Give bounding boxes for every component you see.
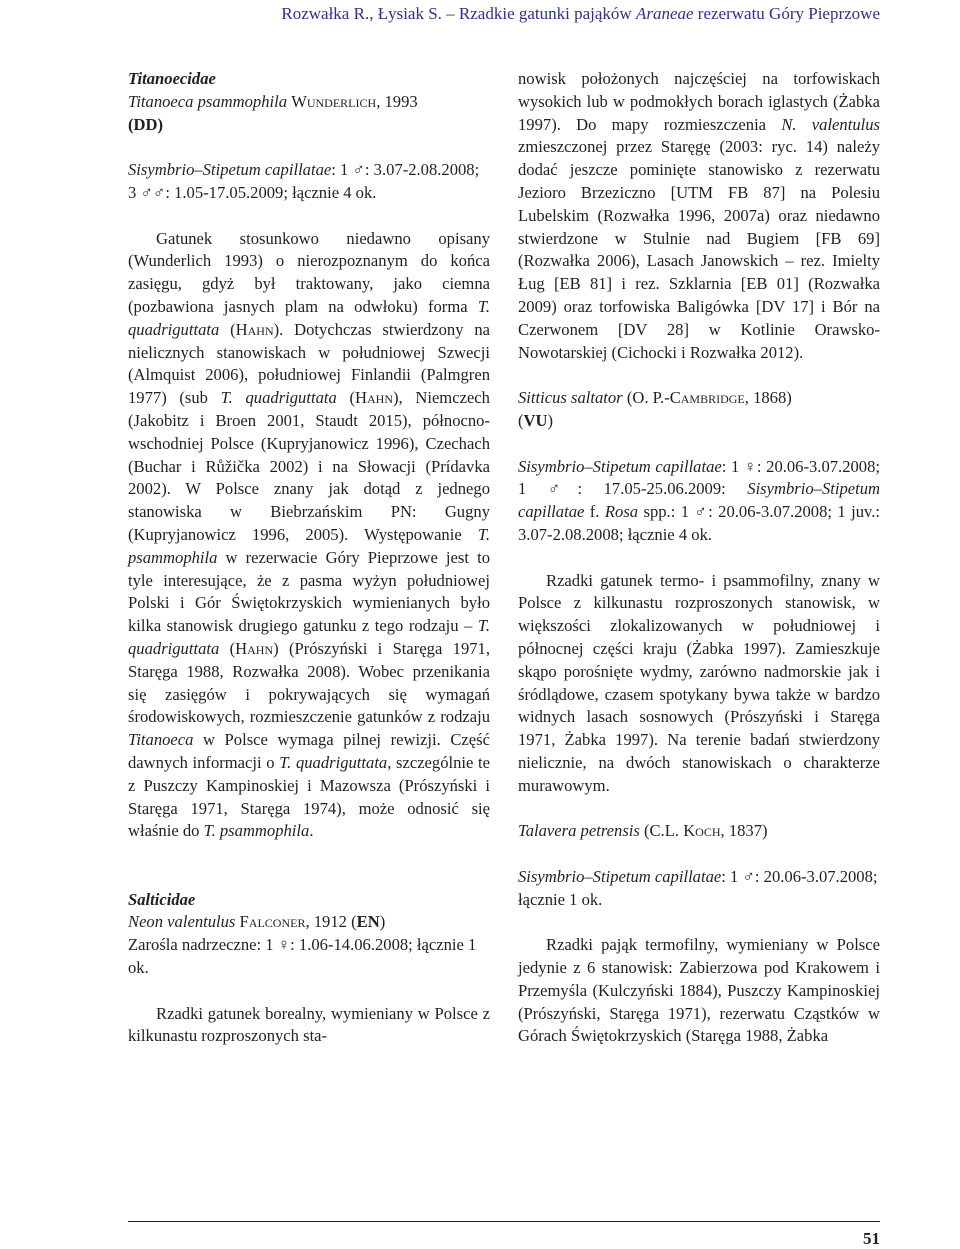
text-run: ( (229, 638, 236, 658)
species-year: , 1993 (376, 91, 418, 111)
record-titanoeca (128, 159, 490, 205)
species-year: , 1837) (720, 821, 768, 841)
spacer (128, 136, 490, 159)
running-header (0, 4, 960, 30)
author-ref: Hahn (355, 388, 393, 408)
record-text: : 1 ♂: 3.07-2.08.2008; 3 ♂♂: 1.05-17.05.2009; łącznie 4 ok. (128, 160, 480, 202)
species-status: VU (523, 410, 548, 430)
species-ref: T. quadriguttata (128, 296, 490, 339)
species-year: , 1868) (744, 388, 792, 408)
text-run: (O. P.- (626, 388, 670, 408)
species-ref: N. valentulus (781, 114, 880, 134)
status-paren: ( (351, 912, 357, 932)
paragraph-neon-continued (518, 68, 880, 364)
habitat-name: Sisymbrio–Stipetum capillatae (518, 456, 722, 476)
species-status: (DD) (128, 114, 164, 134)
header-title-after: rezerwatu Góry Pieprzowe (697, 4, 880, 23)
record-text: : 1 ♀: 20.06-3.07.2008; 1 ♂: 17.05-25.06.2009: (518, 456, 880, 499)
text-run: , szczególnie te z Puszczy Kampinoskiej i Mazowsza (Prószyński i Staręga 1971, Staręga 1974), może odnosić się właśnie do (128, 752, 490, 841)
record-neon: Zarośla nadrzeczne: 1 ♀: 1.06-14.06.2008; łącznie 1 ok. (128, 935, 477, 978)
record-text: : 1 ♂: 20.06-3.07.2008; łącznie 1 ok. (518, 866, 878, 909)
family-heading-salticidae: Salticidae (128, 889, 196, 909)
spacer (518, 364, 880, 387)
species-ref: T. quadriguttata (220, 388, 337, 408)
species-name: Titanoeca psammophila (128, 91, 288, 111)
record-text: spp.: 1 ♂: 20.06-3.07.2008; 1 juv.: 3.07-2.08.2008; łącznie 4 ok. (518, 502, 881, 544)
species-name: Neon valentulus (128, 912, 236, 932)
header-dash: – (446, 4, 455, 23)
record-talavera (518, 866, 880, 912)
habitat-name: Sisymbrio–Stipetum capillatae (128, 160, 332, 180)
header-authors: Rozwałka R., Łysiak S. (281, 4, 442, 23)
species-author: Koch (683, 821, 721, 841)
spacer (518, 843, 880, 866)
species-author: Wunderlich (291, 91, 377, 111)
left-column (128, 68, 490, 1048)
spacer (128, 980, 490, 1003)
text-run: . (309, 821, 314, 841)
habitat-name: Sisymbrio–Stipetum capillatae (518, 866, 722, 886)
status-paren: ) (379, 912, 386, 932)
paragraph-sitticus-discussion: Rzadki gatunek termo- i psammofilny, znany w Polsce z kilkunastu rozproszonych stanowisk, w większości zlokalizowanych w południowej i północnej części kraju (Żabka 1997). Zamieszkuje skąpo porośnięte wydmy, zarówno nadmorskie jak i śródlądowe, czasem spotykany bywa także w bardzo widnych lasach sosnowych (Prószyński i Staręga 1971, Żabka 1997). Na terenie badań stwierdzony nielicznie, na dwóch stanowiskach o charakterze murawowym. (518, 570, 880, 795)
species-heading-neon (128, 911, 490, 934)
text-run: ), Niemczech (Jakobitz i Broen 2001, Staudt 2015), północno-wschodniej Polsce (Kupryjanowicz 1996), Czechach (Buchar i Růžička 2002) i na Słowacji (Prídavka 2002). W Polsce znany jak dotąd z jednego stanowiska w Biebrzańskim PN: Gugny (Kupryjanowicz 1996, 2005). Występowanie (128, 388, 490, 544)
genus-ref: Titanoeca (128, 730, 194, 750)
spacer (518, 433, 880, 456)
family-heading-titanoecidae: Titanoecidae (128, 69, 216, 88)
text-run: (C.L. (644, 821, 680, 841)
author-ref: Hahn (235, 319, 274, 339)
species-name: Sitticus saltator (518, 388, 623, 408)
species-heading-sitticus (518, 387, 880, 433)
species-year: , 1912 (305, 912, 347, 932)
spacer (518, 547, 880, 570)
species-heading-titanoeca (128, 91, 490, 137)
text-run: nowisk położonych najczęściej na torfowiskach wysokich lub w podmokłych borach iglastych (Żabka 1997). Do mapy rozmieszczenia (518, 69, 880, 134)
status-paren: ) (547, 410, 554, 430)
spacer (518, 798, 880, 821)
text-run: Gatunek stosunkowo niedawno opisany (Wunderlich 1993) o nierozpoznanym do końca zasięgu, gdyż był traktowany, jako ciemna (pozbawiona jasnych plam na odwłoku) forma (128, 228, 490, 316)
species-ref: T. quadriguttata (128, 616, 490, 658)
spacer (128, 866, 490, 889)
text-run: zmieszczonej przez Staręgę (2003: ryc. 14) należy dodać jeszcze pominięte stanowisko z rezerwatu Jezioro Brzeziczno [UTM FB 87] na Polesiu Lubelskim (Rozwałka 1996, 2007a) oraz niedawno stwierdzone w Stulnie nad Bugiem [FB 69] (Rozwałka 2006), Lasach Janowskich – rez. Imielty Ług [EB 81] i rez. Szklarnia [EB 01] (Rozwałka 2009) oraz torfowiska Baligówka [DV 17] i Bór na Czerwonem [DV 28] w Kotlinie Orawsko-Nowotarskiej (Cichocki i Rozwałka 2012). (518, 137, 880, 362)
species-ref: T. quadriguttata (279, 752, 388, 772)
text-run: f. (589, 502, 600, 522)
spacer (128, 205, 490, 228)
species-author: Falconer (239, 912, 306, 932)
species-author: Cambridge (669, 388, 745, 408)
status-paren: ( (518, 410, 524, 430)
species-status: EN (356, 912, 380, 932)
genus-ref: Rosa (604, 502, 639, 522)
paragraph-titanoeca-discussion (128, 228, 490, 844)
text-run: ). Dotychczas stwierdzony na nielicznych stanowiskach w południowej Szwecji (Almquist 2006), południowej Finlandii (Palmgren 1977) (sub (128, 319, 490, 408)
habitat-name: Sisymbrio–Stipetum capillatae (518, 479, 881, 522)
page-number: 51 (863, 1229, 880, 1248)
species-heading-talavera (518, 820, 880, 843)
running-header-text (281, 4, 880, 24)
text-run: ( (349, 388, 355, 408)
paragraph-neon-discussion: Rzadki gatunek borealny, wymieniany w Polsce z kilkunastu rozproszonych sta- (128, 1003, 490, 1046)
text-run: w rezerwacie Góry Pieprzowe jest to tyle interesujące, że z pasma wyżyn południowej Polski i Gór Świętokrzyskich wymienianych było kilka stanowisk drugiego gatunku z tego rodzaju – (128, 547, 490, 636)
header-title-before: Rzadkie gatunki pająków (458, 4, 632, 23)
spacer (518, 911, 880, 934)
author-ref: Hahn (235, 638, 274, 658)
species-ref: T. psammophila (128, 524, 490, 567)
footer-rule (128, 1221, 880, 1222)
species-name: Talavera petrensis (518, 821, 640, 841)
text-run: ) (Prószyński i Staręga 1971, Staręga 1988, Rozwałka 2008). Wobec przenikania się zasięgów i pokrywających się wymagań środowiskowych, rozmieszczenie gatunków z rodzaju (128, 638, 490, 727)
species-ref: T. psammophila (203, 821, 310, 841)
paragraph-talavera-discussion: Rzadki pająk termofilny, wymieniany w Polsce jedynie z 6 stanowisk: Zabierzowa pod Krakowem i Przemyśla (Kulczyński 1884), Puszczy Kampinoskiej (Prószyński, Staręga 1971), rezerwatu Cząstków w Górach Świętokrzyskich (Staręga 1988, Żabka (518, 935, 880, 1046)
text-run: ( (230, 319, 236, 339)
header-title-italic: Araneae (635, 4, 694, 23)
text-run: w Polsce wymaga pilnej rewizji. Część dawnych informacji o (128, 730, 490, 772)
record-sitticus (518, 456, 880, 547)
right-column (518, 68, 880, 1048)
spacer (128, 843, 490, 866)
